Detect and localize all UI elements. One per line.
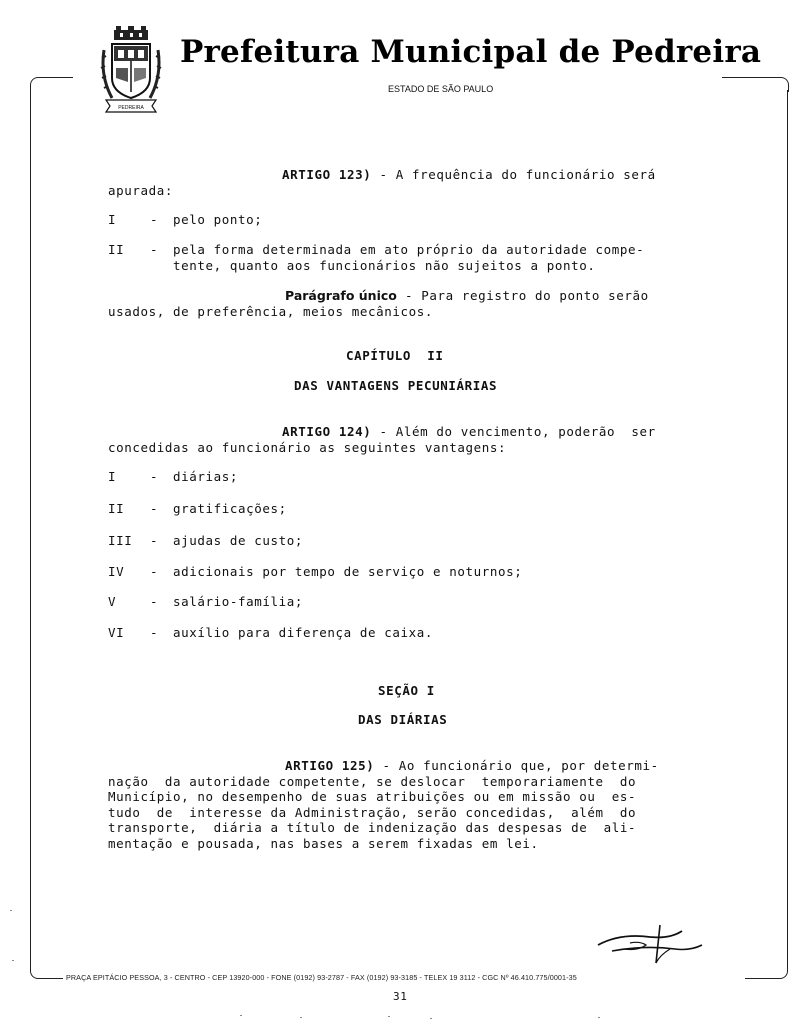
article-123-item-text: pelo ponto; xyxy=(173,212,263,227)
article-123-item-dash: - xyxy=(150,242,159,257)
footer-address: PRAÇA EPITÁCIO PESSOA, 3 - CENTRO - CEP 13920-000 - FONE (0192) 93-2787 - FAX (0192) 93-3185 - TELEX 19 3112 - CGC Nº 46.410.775/0001-35 xyxy=(66,973,577,982)
chapter-title: DAS VANTAGENS PECUNIÁRIAS xyxy=(294,378,498,393)
article-124-item-numeral: V xyxy=(108,594,117,609)
article-123-item-dash: - xyxy=(150,212,159,227)
article-123-heading: ARTIGO 123) xyxy=(282,167,372,182)
article-125-line: transporte, diária a título de indenização das despesas de ali- xyxy=(108,820,637,835)
page-number: 31 xyxy=(393,990,408,1003)
article-125-line: mentação e pousada, nas bases a serem fixadas em lei. xyxy=(108,836,539,851)
chapter-number: CAPÍTULO II xyxy=(346,348,444,363)
article-125-heading: ARTIGO 125) xyxy=(285,758,375,773)
article-124-item-text: diárias; xyxy=(173,469,239,484)
article-125-line: tudo de interesse da Administração, serão concedidas, além do xyxy=(108,805,637,820)
paragraph-unico-line2: usados, de preferência, meios mecânicos. xyxy=(108,304,434,319)
municipality-title: Prefeitura Municipal de Pedreira xyxy=(180,34,762,70)
article-123-item-numeral: I xyxy=(108,212,117,227)
article-124-item-dash: - xyxy=(150,533,159,548)
article-124-item-numeral: VI xyxy=(108,625,125,640)
article-124-item-numeral: IV xyxy=(108,564,125,579)
article-123-intro-text: - A frequência do funcionário será xyxy=(371,167,656,182)
section-title: DAS DIÁRIAS xyxy=(358,712,448,727)
article-125-line: - Ao funcionário que, por determi- xyxy=(374,758,659,773)
crest-banner-text: PEDREIRA xyxy=(118,105,144,111)
article-124-item-dash: - xyxy=(150,594,159,609)
article-124-item-text: adicionais por tempo de serviço e noturnos; xyxy=(173,564,523,579)
article-124-item-text: auxílio para diferença de caixa. xyxy=(173,625,434,640)
article-125-line: Município, no desempenho de suas atribuições ou em missão ou es- xyxy=(108,789,637,804)
article-124-item-numeral: II xyxy=(108,501,125,516)
section-number: SEÇÃO I xyxy=(378,683,435,698)
article-123-intro-line2: apurada: xyxy=(108,183,174,198)
article-124-intro-line2: concedidas ao funcionário as seguintes vantagens: xyxy=(108,440,507,455)
article-124-intro-text: - Além do vencimento, poderão ser xyxy=(371,424,656,439)
state-subtitle: ESTADO DE SÃO PAULO xyxy=(388,84,494,94)
article-124-heading: ARTIGO 124) xyxy=(282,424,372,439)
article-123-item-text: pela forma determinada em ato próprio da autoridade compe- xyxy=(173,242,645,257)
article-124-item-dash: - xyxy=(150,501,159,516)
article-124-item-dash: - xyxy=(150,564,159,579)
article-124-item-numeral: I xyxy=(108,469,117,484)
article-124-item-dash: - xyxy=(150,625,159,640)
paragraph-unico-text: - Para registro do ponto serão xyxy=(396,288,649,303)
article-125-line: nação da autoridade competente, se deslocar temporariamente do xyxy=(108,774,637,789)
article-124-item-text: gratificações; xyxy=(173,501,287,516)
article-123-item-text-cont: tente, quanto aos funcionários não sujeitos a ponto. xyxy=(173,258,596,273)
article-124-item-dash: - xyxy=(150,469,159,484)
article-123-item-numeral: II xyxy=(108,242,125,257)
paragraph-unico-label: Parágrafo único xyxy=(285,288,397,303)
article-124-item-text: ajudas de custo; xyxy=(173,533,304,548)
article-124-item-text: salário-família; xyxy=(173,594,304,609)
article-124-item-numeral: III xyxy=(108,533,133,548)
